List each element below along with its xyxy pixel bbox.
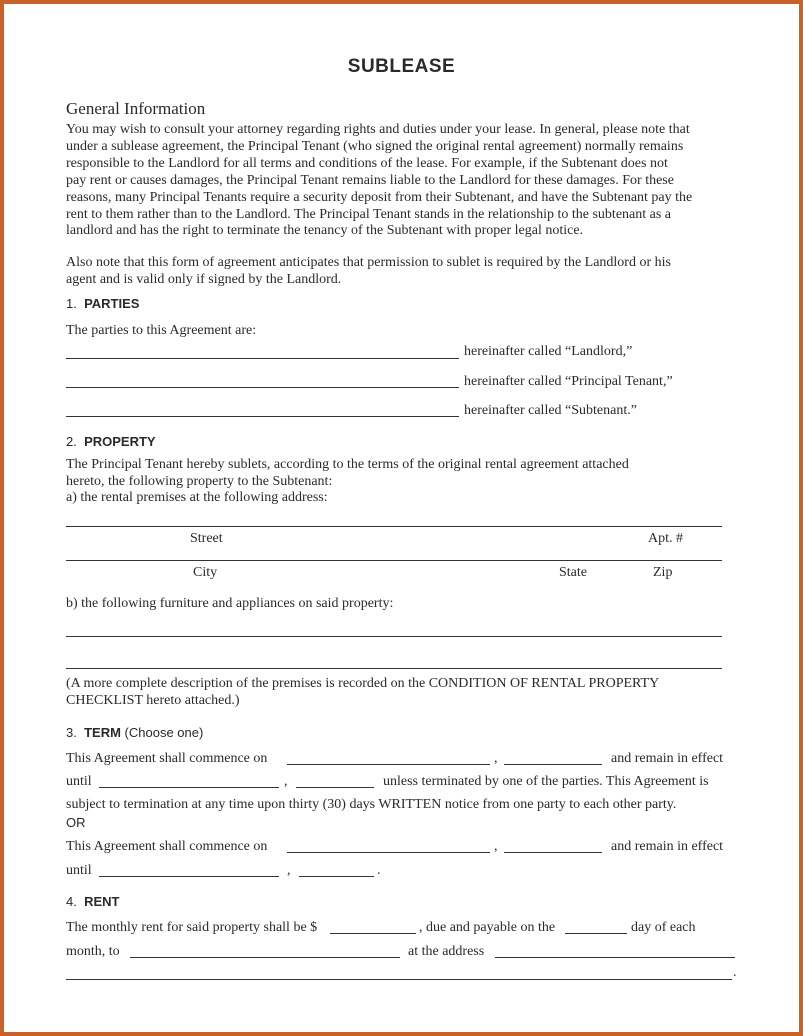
until-date-field-2[interactable] <box>99 876 279 877</box>
section-term-heading <box>66 725 203 740</box>
general-info-text: You may wish to consult your attorney regarding rights and duties under your lease. In general, please note that under a sublease agreement, the Principal Tenant (who signed the original rental agreement) normally remains responsible to the Landlord for all terms and conditions of the lease. For example, if the Subtenant does not pay rent or causes damages, the Principal Tenant remains liable to the Landlord for these damages. For these reasons, many Principal Tenants require a security deposit from their Subtenant, and have the Subtenant pay the rent to them rather than to the Landlord. The Principal Tenant stands in the relationship to the subtenant as a landlord and has the right to terminate the tenancy of the Subtenant with proper legal notice. <box>66 122 693 239</box>
section-name: PROPERTY <box>84 434 156 449</box>
section-parties-heading <box>66 296 139 311</box>
section-number: 4. <box>66 894 77 909</box>
until-year-field-2[interactable] <box>299 876 374 877</box>
rent-amount-field[interactable] <box>330 933 416 934</box>
also-note-text: Also note that this form of agreement anticipates that permission to sublet is required by the Landlord or his agent and is valid only if signed by the Landlord. <box>66 255 671 287</box>
term-remain-text: and remain in effect <box>611 751 724 766</box>
section-property-heading <box>66 434 156 449</box>
comma: , <box>494 839 498 854</box>
commence-date-field-2[interactable] <box>287 852 490 853</box>
term-commence-text: This Agreement shall commence on <box>66 751 268 766</box>
zip-label: Zip <box>653 565 673 580</box>
landlord-label: hereinafter called “Landlord,” <box>464 344 633 359</box>
term-until-text-2: until <box>66 863 92 878</box>
term-subject-text: subject to termination at any time upon thirty (30) days WRITTEN notice from one party to each other party. <box>66 797 677 812</box>
commence-year-field[interactable] <box>504 764 602 765</box>
commence-date-field[interactable] <box>287 764 490 765</box>
section-name: PARTIES <box>84 296 140 311</box>
parties-intro: The parties to this Agreement are: <box>66 323 257 338</box>
rent-due-text: , due and payable on the <box>419 920 556 935</box>
term-unless-text: unless terminated by one of the parties. This Agreement is <box>383 774 709 789</box>
subtenant-label: hereinafter called “Subtenant.” <box>464 403 637 418</box>
property-checklist-note: (A more complete description of the premises is recorded on the CONDITION OF RENTAL PROPERTY CHECKLIST hereto attached.) <box>66 676 660 708</box>
comma: , <box>287 863 291 878</box>
period: . <box>733 965 737 980</box>
principal-tenant-name-field[interactable] <box>66 387 459 388</box>
until-year-field[interactable] <box>296 787 374 788</box>
property-item-b: b) the following furniture and appliances on said property: <box>66 596 394 611</box>
until-date-field[interactable] <box>99 787 279 788</box>
term-commence-text-2: This Agreement shall commence on <box>66 839 268 854</box>
comma: , <box>494 751 498 766</box>
rent-month-to-text: month, to <box>66 944 120 959</box>
landlord-name-field[interactable] <box>66 358 459 359</box>
street-label: Street <box>190 531 223 546</box>
apt-label: Apt. # <box>648 531 683 546</box>
section-rent-heading <box>66 894 119 909</box>
state-label: State <box>559 565 587 580</box>
rent-at-address-text: at the address <box>408 944 485 959</box>
section-number: 3. <box>66 725 77 740</box>
rent-monthly-text: The monthly rent for said property shall be $ <box>66 920 318 935</box>
furniture-field-line-1[interactable] <box>66 636 722 637</box>
property-item-a: a) the rental premises at the following address: <box>66 490 328 505</box>
term-until-text: until <box>66 774 92 789</box>
city-state-zip-field[interactable] <box>66 560 722 561</box>
principal-tenant-label: hereinafter called “Principal Tenant,” <box>464 374 673 389</box>
property-intro: The Principal Tenant hereby sublets, according to the terms of the original rental agreement attached hereto, the following property to the Subtenant: <box>66 457 629 489</box>
section-name: TERM <box>84 725 121 740</box>
subtenant-name-field[interactable] <box>66 416 459 417</box>
general-info-heading: General Information <box>66 99 206 118</box>
period: . <box>377 863 381 878</box>
term-or-text: OR <box>66 815 86 830</box>
rent-address-field[interactable] <box>495 957 735 958</box>
furniture-field-line-2[interactable] <box>66 668 722 669</box>
comma: , <box>284 774 288 789</box>
document-title: SUBLEASE <box>347 56 456 77</box>
term-remain-text-2: and remain in effect <box>611 839 724 854</box>
city-label: City <box>193 565 218 580</box>
section-name: RENT <box>84 894 120 909</box>
section-hint: (Choose one) <box>124 725 204 740</box>
rent-day-field[interactable] <box>565 933 627 934</box>
section-number: 2. <box>66 434 77 449</box>
rent-address-field-2[interactable] <box>66 979 732 980</box>
rent-payee-field[interactable] <box>130 957 400 958</box>
rent-day-of-each-text: day of each <box>631 920 696 935</box>
document-page <box>4 4 799 1032</box>
commence-year-field-2[interactable] <box>504 852 602 853</box>
section-number: 1. <box>66 296 77 311</box>
street-apt-field[interactable] <box>66 526 722 527</box>
